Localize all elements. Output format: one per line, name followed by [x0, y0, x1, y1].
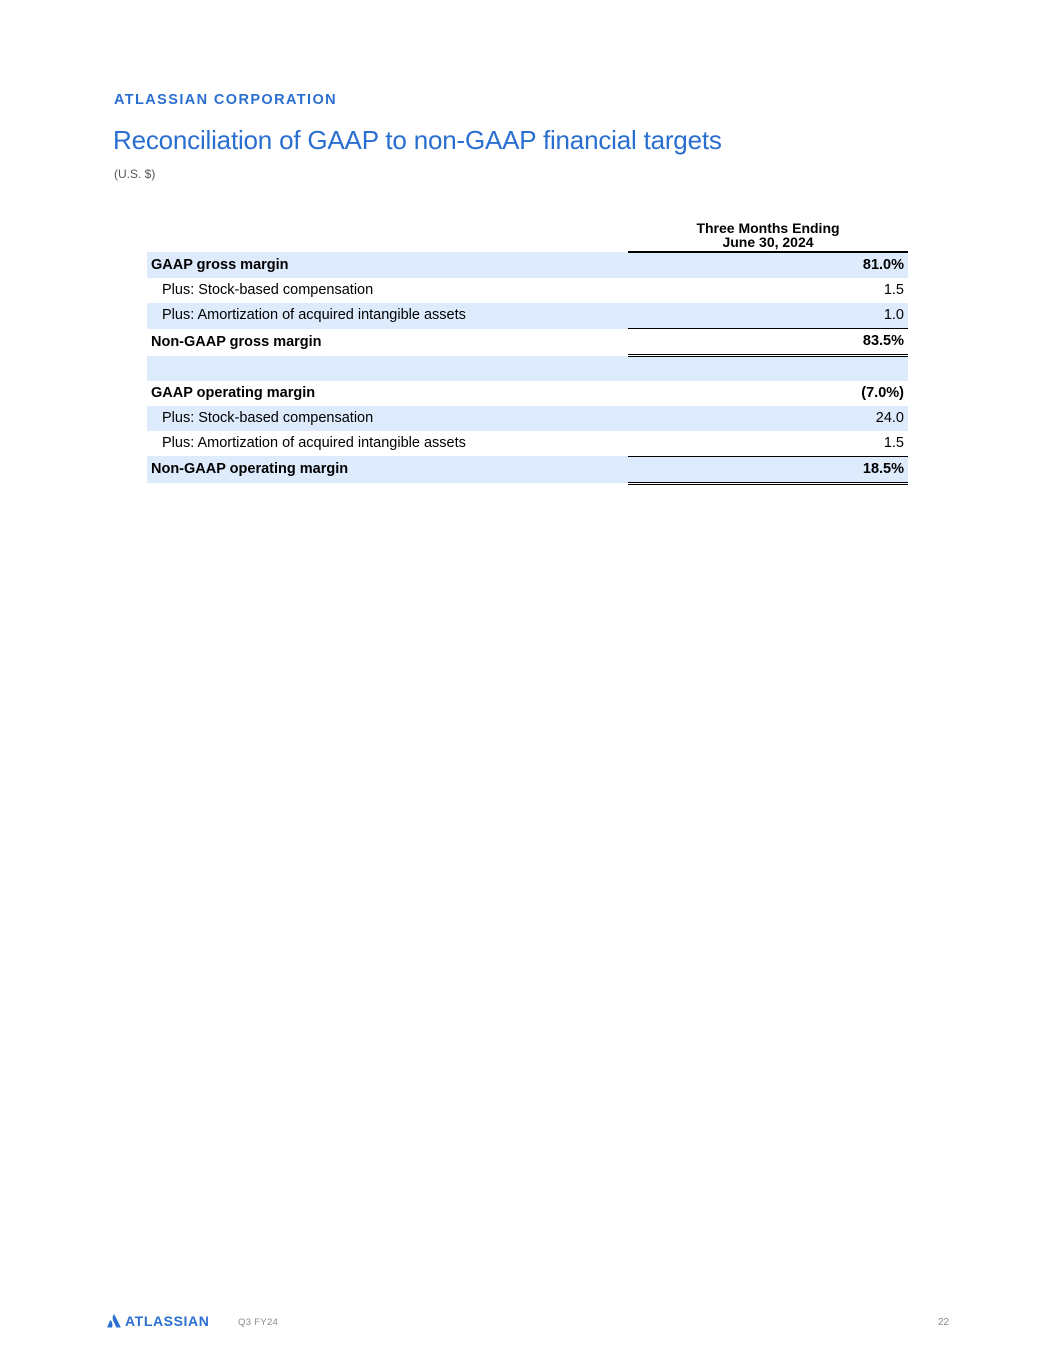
currency-note: (U.S. $) — [114, 167, 156, 181]
row-value: 83.5% — [628, 329, 908, 356]
row-label: GAAP operating margin — [151, 384, 316, 401]
table-row — [147, 278, 908, 303]
row-label: GAAP gross margin — [147, 252, 628, 278]
row-value: 1.5 — [883, 282, 904, 298]
table-row-spacer — [147, 356, 908, 381]
row-label: Non-GAAP operating margin — [147, 456, 628, 483]
label-column-header — [147, 221, 628, 252]
period-header-line1: Three Months Ending — [696, 220, 840, 236]
reconciliation-table — [147, 221, 908, 485]
table-row — [147, 303, 908, 329]
table-row — [147, 381, 908, 406]
table-row — [147, 431, 908, 457]
row-label: Plus: Stock-based compensation — [147, 406, 628, 431]
row-label: Plus: Amortization of acquired intangible assets — [162, 434, 466, 451]
row-value: 81.0% — [628, 252, 908, 278]
row-label: Non-GAAP gross margin — [151, 333, 322, 350]
row-label: Plus: Stock-based compensation — [162, 282, 374, 298]
table-row — [147, 456, 908, 483]
atlassian-logo-icon — [107, 1314, 121, 1328]
footer-logo — [107, 1313, 209, 1329]
row-label: Plus: Amortization of acquired intangible assets — [147, 303, 628, 329]
page-title: Reconciliation of GAAP to non-GAAP financial targets — [113, 125, 722, 155]
table-row — [147, 252, 908, 278]
row-value: 1.0 — [628, 303, 908, 329]
table-row — [147, 406, 908, 431]
period-header-line2: June 30, 2024 — [722, 234, 814, 250]
row-value: (7.0%) — [861, 384, 904, 401]
row-value — [628, 356, 908, 381]
footer-period: Q3 FY24 — [238, 1317, 279, 1328]
table-header-row — [147, 221, 908, 252]
period-column-header — [628, 221, 908, 252]
row-label — [147, 356, 628, 381]
row-value: 24.0 — [628, 406, 908, 431]
table-row — [147, 329, 908, 356]
company-name: ATLASSIAN CORPORATION — [114, 92, 337, 108]
page-number: 22 — [938, 1317, 950, 1328]
row-value: 18.5% — [628, 456, 908, 483]
row-value: 1.5 — [883, 434, 904, 451]
footer-brand: ATLASSIAN — [125, 1313, 210, 1329]
